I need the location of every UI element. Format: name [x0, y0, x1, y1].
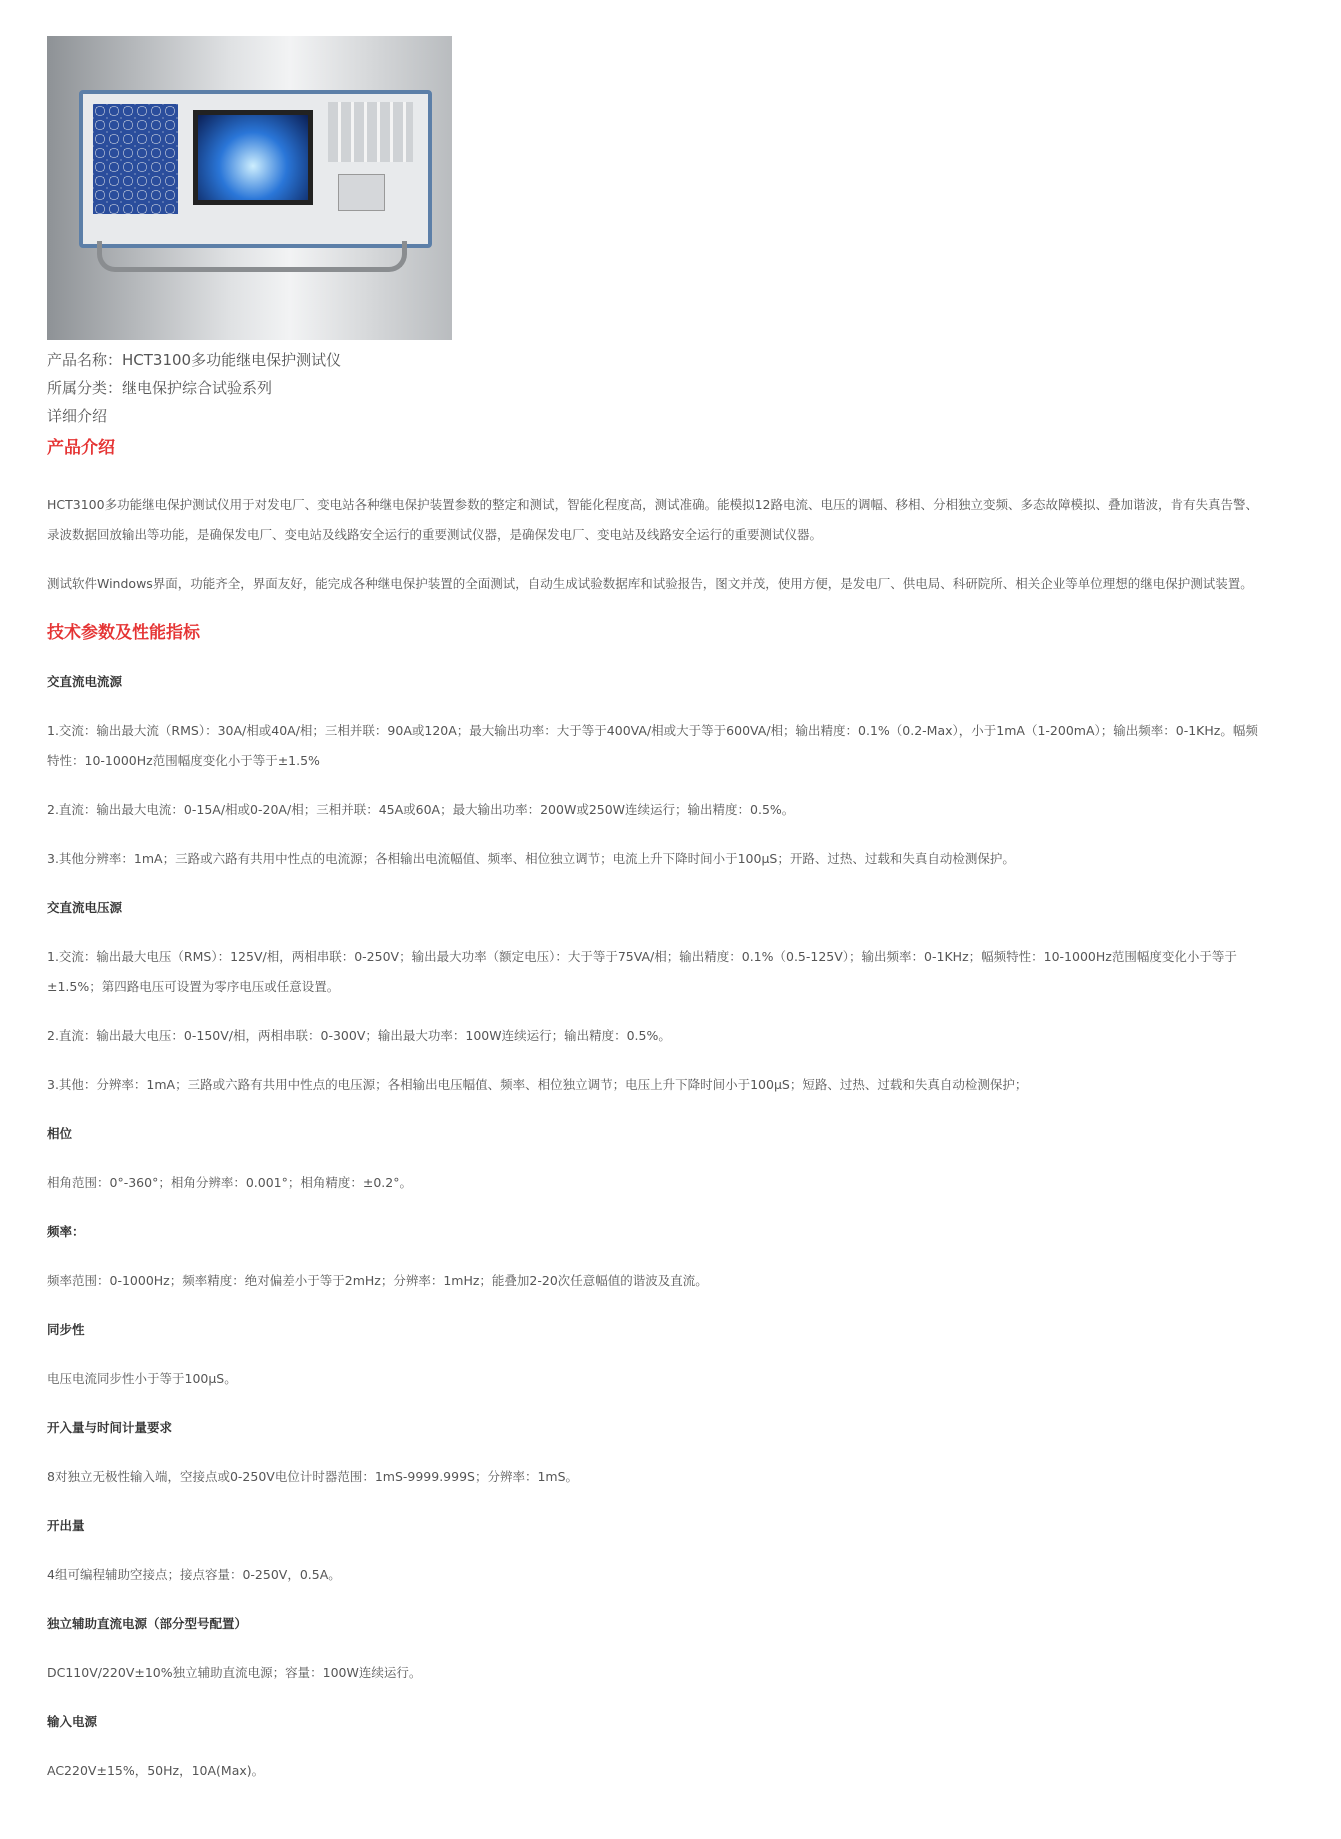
intro-paragraph: 测试软件Windows界面，功能齐全，界面友好，能完成各种继电保护装置的全面测试，自动生成试验数据库和试验报告，图文并茂，使用方便，是发电厂、供电局、科研院所、相关企业等单位理想的继电保护测试装置。	[47, 576, 1253, 591]
spec-section-title: 同步性	[47, 1322, 85, 1337]
intro-heading: 产品介绍	[47, 438, 115, 458]
spec-section-title: 开入量与时间计量要求	[47, 1420, 173, 1435]
product-image	[47, 36, 452, 340]
product-meta	[47, 346, 1267, 430]
spec-item: 相角范围：0°-360°；相角分辨率：0.001°；相角精度：±0.2°。	[47, 1175, 412, 1190]
device-illustration	[79, 90, 432, 248]
spec-section-title: 交直流电流源	[47, 674, 123, 689]
intro-paragraph: HCT3100多功能继电保护测试仪用于对发电厂、变电站各种继电保护装置参数的整定和测试，智能化程度高，测试准确。能模拟12路电流、电压的调幅、移相、分相独立变频、多态故障模拟、叠加谐波，肯有失真告警、录波数据回放输出等功能，是确保发电厂、变电站及线路安全运行的重要测试仪器，是确保发电厂、变电站及线路安全运行的重要测试仪器。	[47, 497, 1258, 542]
keypad	[328, 102, 413, 162]
spec-section-title: 独立辅助直流电源（部分型号配置）	[47, 1616, 248, 1631]
spec-item: 频率范围：0-1000Hz；频率精度：绝对偏差小于等于2mHz；分辨率：1mHz；能叠加2-20次任意幅值的谐波及直流。	[47, 1273, 708, 1288]
spec-section-title: 交直流电压源	[47, 900, 123, 915]
device-screen	[193, 110, 313, 205]
label: 产品名称：	[47, 351, 123, 369]
spec-sections	[47, 667, 1267, 1786]
product-detail	[47, 36, 1267, 1805]
device-handle	[97, 241, 407, 272]
spec-item: 2.直流：输出最大电压：0-150V/相，两相串联：0-300V；输出最大功率：100W连续运行；输出精度：0.5%。	[47, 1028, 671, 1043]
spec-item: AC220V±15%，50Hz，10A(Max)。	[47, 1763, 265, 1778]
spec-item: 8对独立无极性输入端，空接点或0-250V电位计时器范围：1mS-9999.999S；分辨率：1mS。	[47, 1469, 579, 1484]
spec-item: 4组可编程辅助空接点；接点容量：0-250V，0.5A。	[47, 1567, 341, 1582]
spec-item: 3.其他：分辨率：1mA；三路或六路有共用中性点的电压源；各相输出电压幅值、频率、相位独立调节；电压上升下降时间小于100μS；短路、过热、过载和失真自动检测保护；	[47, 1077, 1028, 1092]
spec-section-title: 相位	[47, 1126, 73, 1141]
spec-item: 1.交流：输出最大流（RMS）：30A/相或40A/相；三相并联：90A或120A；最大输出功率：大于等于400VA/相或大于等于600VA/相；输出精度：0.1%（0.2-Max），小于1mA（1-200mA）；输出频率：0-1KHz。幅频特性：10-1000Hz范围幅度变化小于等于±1.5%	[47, 723, 1258, 768]
spec-item: 电压电流同步性小于等于100μS。	[47, 1371, 237, 1386]
spec-section-title: 频率：	[47, 1224, 85, 1239]
spec-section-title: 开出量	[47, 1518, 85, 1533]
touchpad	[338, 174, 385, 211]
spec-item: DC110V/220V±10%独立辅助直流电源；容量：100W连续运行。	[47, 1665, 422, 1680]
product-name: HCT3100多功能继电保护测试仪	[122, 351, 342, 369]
product-name-row	[47, 346, 1267, 374]
terminal-jacks	[93, 104, 178, 214]
spec-section-title: 输入电源	[47, 1714, 98, 1729]
specs-heading: 技术参数及性能指标	[47, 623, 200, 643]
spec-item: 1.交流：输出最大电压（RMS）：125V/相，两相串联：0-250V；输出最大功率（额定电压）：大于等于75VA/相；输出精度：0.1%（0.5-125V）；输出频率：0-1KHz；幅频特性：10-1000Hz范围幅度变化小于等于±1.5%；第四路电压可设置为零序电压或任意设置。	[47, 949, 1237, 994]
product-category: 继电保护综合试验系列	[122, 379, 273, 397]
label: 所属分类：	[47, 379, 123, 397]
product-category-row	[47, 374, 1267, 402]
spec-item: 2.直流：输出最大电流：0-15A/相或0-20A/相；三相并联：45A或60A；最大输出功率：200W或250W连续运行；输出精度：0.5%。	[47, 802, 795, 817]
spec-item: 3.其他分辨率：1mA；三路或六路有共用中性点的电流源；各相输出电流幅值、频率、相位独立调节；电流上升下降时间小于100μS；开路、过热、过载和失真自动检测保护。	[47, 851, 1015, 866]
detail-label: 详细介绍	[47, 407, 108, 425]
